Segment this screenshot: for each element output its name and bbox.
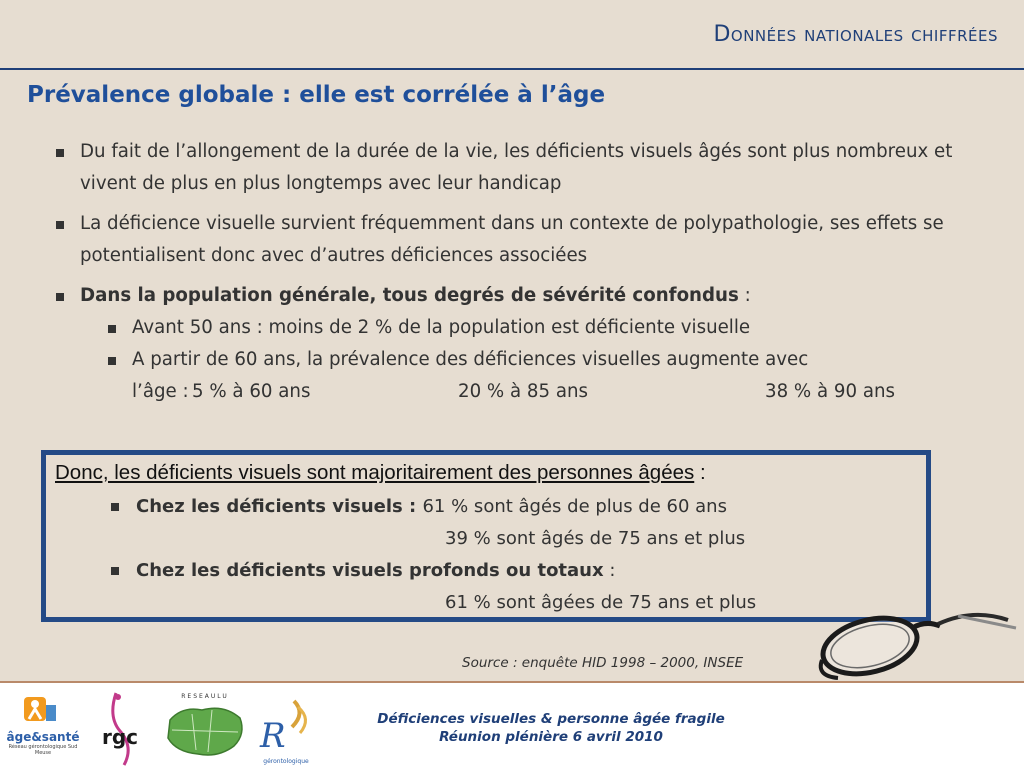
bullet-text: Avant 50 ans : moins de 2 % de la population est déficiente visuelle bbox=[132, 317, 751, 338]
source-citation: Source : enquête HID 1998 – 2000, INSEE bbox=[462, 655, 744, 671]
logo-reseaulu bbox=[162, 693, 248, 767]
bullet-square-icon bbox=[56, 293, 64, 301]
bullet-text: Du fait de l’allongement de la durée de la vie, les déficients visuels âgés sont plus nombreux et vivent de plus en plus longtemps avec leur handicap bbox=[80, 141, 953, 194]
logo-age-sante-text: âge&santé bbox=[6, 730, 80, 744]
conclusion-heading-tail: : bbox=[694, 461, 706, 484]
logo-rgc bbox=[94, 687, 154, 767]
bullet-polypathology bbox=[54, 208, 994, 272]
bullet-text: : bbox=[738, 285, 751, 306]
logo-r-subtitle: gérontologique bbox=[263, 758, 309, 765]
conclusion-item-text: 61 % sont âgés de plus de 60 ans bbox=[422, 496, 727, 517]
age-prevalence-85: 20 % à 85 ans bbox=[458, 381, 588, 402]
conclusion-item-visual-impaired bbox=[108, 491, 908, 523]
conclusion-item-text: 39 % sont âgés de 75 ans et plus bbox=[445, 528, 746, 549]
bullet-list bbox=[54, 136, 994, 408]
age-prefix: l’âge : bbox=[132, 381, 189, 402]
eyeglasses-icon bbox=[808, 598, 1018, 682]
logo-rgc-text: rgc bbox=[102, 725, 139, 749]
section-heading: Prévalence globale : elle est corrélée à l’âge bbox=[27, 82, 606, 108]
bullet-square-icon bbox=[56, 149, 64, 157]
conclusion-box bbox=[41, 450, 931, 622]
bullet-square-icon bbox=[108, 325, 116, 333]
slide-title: Données nationales chiffrées bbox=[713, 22, 998, 47]
conclusion-item-bold: Chez les déficients visuels profonds ou totaux bbox=[136, 560, 604, 581]
logo-r-network bbox=[254, 697, 318, 765]
logo-reseaulu-text: RESEAULU bbox=[181, 693, 229, 700]
age-prevalence-60: 5 % à 60 ans bbox=[192, 381, 311, 402]
conclusion-item-text: : bbox=[603, 560, 616, 581]
conclusion-item-text: 61 % sont âgées de 75 ans et plus bbox=[445, 592, 757, 613]
bullet-text: A partir de 60 ans, la prévalence des déficiences visuelles augmente avec bbox=[132, 349, 809, 370]
regional-map-icon bbox=[162, 700, 248, 762]
conclusion-list bbox=[108, 491, 908, 619]
title-divider bbox=[0, 68, 1024, 70]
conclusion-item-continuation bbox=[108, 587, 908, 619]
bullet-text: La déficience visuelle survient fréquemment dans un contexte de polypathologie, ses effets se potentialisent donc avec d’autres déficiences associées bbox=[80, 213, 944, 266]
footer-event-date: Réunion plénière 6 avril 2010 bbox=[439, 729, 663, 745]
logo-age-sante bbox=[2, 695, 84, 767]
svg-text:R: R bbox=[260, 716, 286, 753]
sub-bullet-from-60 bbox=[106, 344, 994, 408]
age-prevalence-90: 38 % à 90 ans bbox=[765, 381, 895, 402]
conclusion-item-continuation bbox=[108, 523, 908, 555]
sub-bullet-before-50 bbox=[106, 312, 994, 344]
bullet-bold-text: Dans la population générale, tous degrés de sévérité confondus bbox=[80, 285, 739, 306]
bullet-square-icon bbox=[56, 221, 64, 229]
footer-bar bbox=[0, 681, 1024, 768]
footer-event-title: Déficiences visuelles & personne âgée fragile bbox=[377, 711, 725, 727]
conclusion-heading bbox=[55, 461, 706, 485]
bullet-square-icon bbox=[111, 503, 119, 511]
bullet-general-population bbox=[54, 280, 994, 312]
conclusion-heading-underlined: Donc, les déficients visuels sont majoritairement des personnes âgées bbox=[55, 461, 695, 484]
conclusion-item-profound bbox=[108, 555, 908, 587]
age-prevalence-row bbox=[132, 381, 895, 402]
bullet-square-icon bbox=[111, 567, 119, 575]
bullet-square-icon bbox=[108, 357, 116, 365]
footer-event-info bbox=[346, 710, 756, 746]
leaf-r-icon bbox=[254, 697, 318, 753]
bullet-lifespan bbox=[54, 136, 994, 200]
logo-age-sante-subtitle: Réseau gérontologique Sud Meuse bbox=[8, 744, 78, 756]
conclusion-item-bold: Chez les déficients visuels : bbox=[136, 496, 423, 517]
